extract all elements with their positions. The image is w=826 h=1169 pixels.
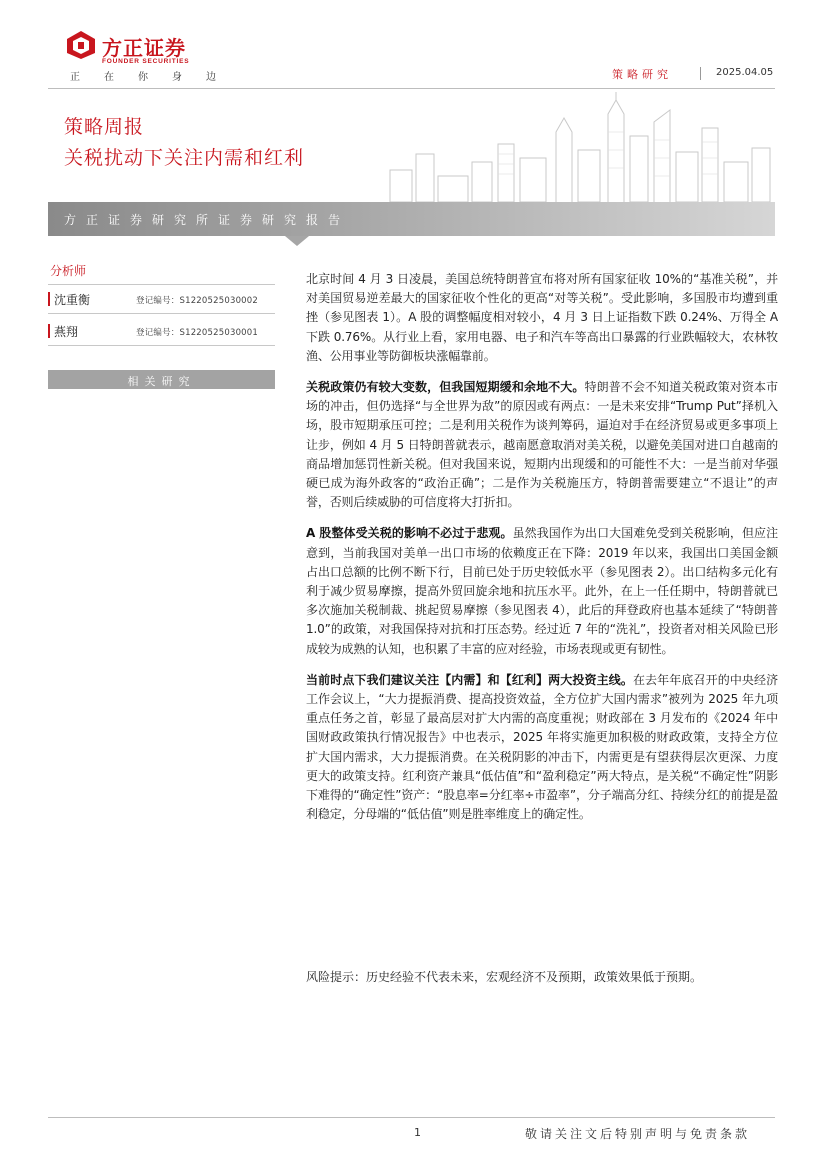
paragraph-lead: 当前时点下我们建议关注【内需】和【红利】两大投资主线。 bbox=[306, 672, 633, 687]
analyst-marker bbox=[48, 292, 50, 306]
founder-logo-icon bbox=[66, 30, 96, 60]
paragraph-text: 在去年年底召开的中央经济工作会议上，“大力提振消费、提高投资效益，全方位扩大国内需求”被列为 2025 年九项重点任务之首，彰显了最高层对扩大内需的高度重视；财政部在 3 月发布的《2024 年中国财政政策执行情况报告》中也表示，2025 年将实施更加积极的财政政策，支持全方位扩大国内需求，大力提振消费。在关税阴影的冲击下，内需更是有望获得层次更深、力度更大的政策支持。红利资产兼具“低估值”和“盈利稳定”两大特点，是关税“不确定性”阴影下难得的“确定性”资产：“股息率=分红率÷市盈率”，分子端高分红、持续分红的前提是盈利稳定，分母端的“低估值”则是胜率维度上的确定性。 bbox=[306, 672, 779, 822]
paragraph-lead: 关税政策仍有较大变数，但我国短期缓和余地不大。 bbox=[306, 380, 585, 395]
analyst-registration: 登记编号：S1220525030002 bbox=[136, 296, 258, 306]
risk-warning: 风险提示：历史经验不代表未来，宏观经济不及预期，政策效果低于预期。 bbox=[306, 970, 703, 984]
paragraph-tariff-policy bbox=[306, 378, 778, 512]
analyst-entry bbox=[48, 290, 275, 310]
paragraph-investment-themes bbox=[306, 671, 778, 825]
report-category: 策略研究 bbox=[612, 68, 672, 81]
logo-text-cn: 方正证券 bbox=[102, 36, 186, 60]
slogan: 正在你身边 bbox=[70, 72, 240, 83]
related-research-label: 相关研究 bbox=[127, 375, 196, 388]
disclaimer-note: 敬请关注文后特别声明与免责条款 bbox=[525, 1127, 751, 1141]
analyst-name: 燕翔 bbox=[54, 325, 79, 339]
report-type: 策略周报 bbox=[64, 116, 145, 138]
paragraph-text: 特朗普不会不知道关税政策对资本市场的冲击，但仍选择“与全世界为敌”的原因或有两点：一是未来安排“Trump Put”择机入场，股市短期承压可控；二是利用关税作为谈判筹码，逼迫对手在经济贸易或更多事项上让步，例如 4 月 5 日特朗普就表示，越南愿意取消对美关税，以避免美国对进口自越南的商品增加惩罚性新关税。但对我国来说，短期内出现缓和的可能性不大：一是当前对华强硬已成为海外政客的“政治正确”；二是作为关税施压方，特朗普需要建立“不退让”的声誉，否则后续威胁的可信度将大打折扣。 bbox=[306, 380, 778, 510]
report-date: 2025.04.05 bbox=[716, 67, 774, 78]
banner-notch bbox=[285, 236, 309, 246]
related-research-header bbox=[48, 370, 275, 389]
footer-divider bbox=[48, 1117, 775, 1118]
page-number: 1 bbox=[414, 1126, 421, 1139]
banner-text: 方正证券研究所证券研究报告 bbox=[64, 213, 351, 227]
analyst-name: 沈重衡 bbox=[54, 293, 91, 307]
header-divider bbox=[48, 88, 775, 89]
paragraph-a-share bbox=[306, 524, 778, 658]
sidebar-divider bbox=[48, 284, 275, 285]
paragraph-intro: 北京时间 4 月 3 日凌晨，美国总统特朗普宣布将对所有国家征收 10%的“基准关税”，并对美国贸易逆差最大的国家征收个性化的更高“对等关税”。受此影响，多国股市均遭到重挫（参见图表 1）。A 股的调整幅度相对较小，4 月 3 日上证指数下跌 0.24%、万得全 A 下跌 0.76%。从行业上看，家用电器、电子和汽车等高出口暴露的行业跌幅较大，农林牧渔、公用事业等防御板块涨幅靠前。 bbox=[306, 272, 778, 363]
report-banner bbox=[48, 202, 775, 236]
analyst-registration: 登记编号：S1220525030001 bbox=[136, 328, 258, 338]
sidebar-divider bbox=[48, 313, 275, 314]
paragraph-lead: A 股整体受关税的影响不必过于悲观。 bbox=[306, 526, 513, 541]
report-body bbox=[306, 270, 778, 836]
sidebar-divider bbox=[48, 345, 275, 346]
analyst-marker bbox=[48, 324, 50, 338]
logo-text-en: FOUNDER SECURITIES bbox=[102, 58, 190, 65]
city-skyline-illustration bbox=[380, 92, 775, 202]
report-title: 关税扰动下关注内需和红利 bbox=[64, 147, 305, 169]
header-separator bbox=[700, 67, 701, 80]
analyst-entry bbox=[48, 322, 275, 342]
analyst-section-label: 分析师 bbox=[50, 264, 87, 278]
paragraph-text: 虽然我国作为出口大国难免受到关税影响，但应注意到，当前我国对美单一出口市场的依赖度正在下降：2019 年以来，我国出口美国金额占出口总额的比例不断下行，目前已处于历史较低水平（参见图表 2）。出口结构多元化有利于减少贸易摩擦，提高外贸回旋余地和抗压水平。此外，在上一任任期中，特朗普就已多次施加关税制裁、挑起贸易摩擦（参见图表 4），此后的拜登政府也基本延续了“特朗普 1.0”的政策，对我国保持对抗和打压态势。经过近 7 年的“洗礼”，投资者对相关风险已形成较为成熟的认知，也积累了丰富的应对经验，市场表现或更有韧性。 bbox=[306, 526, 778, 656]
